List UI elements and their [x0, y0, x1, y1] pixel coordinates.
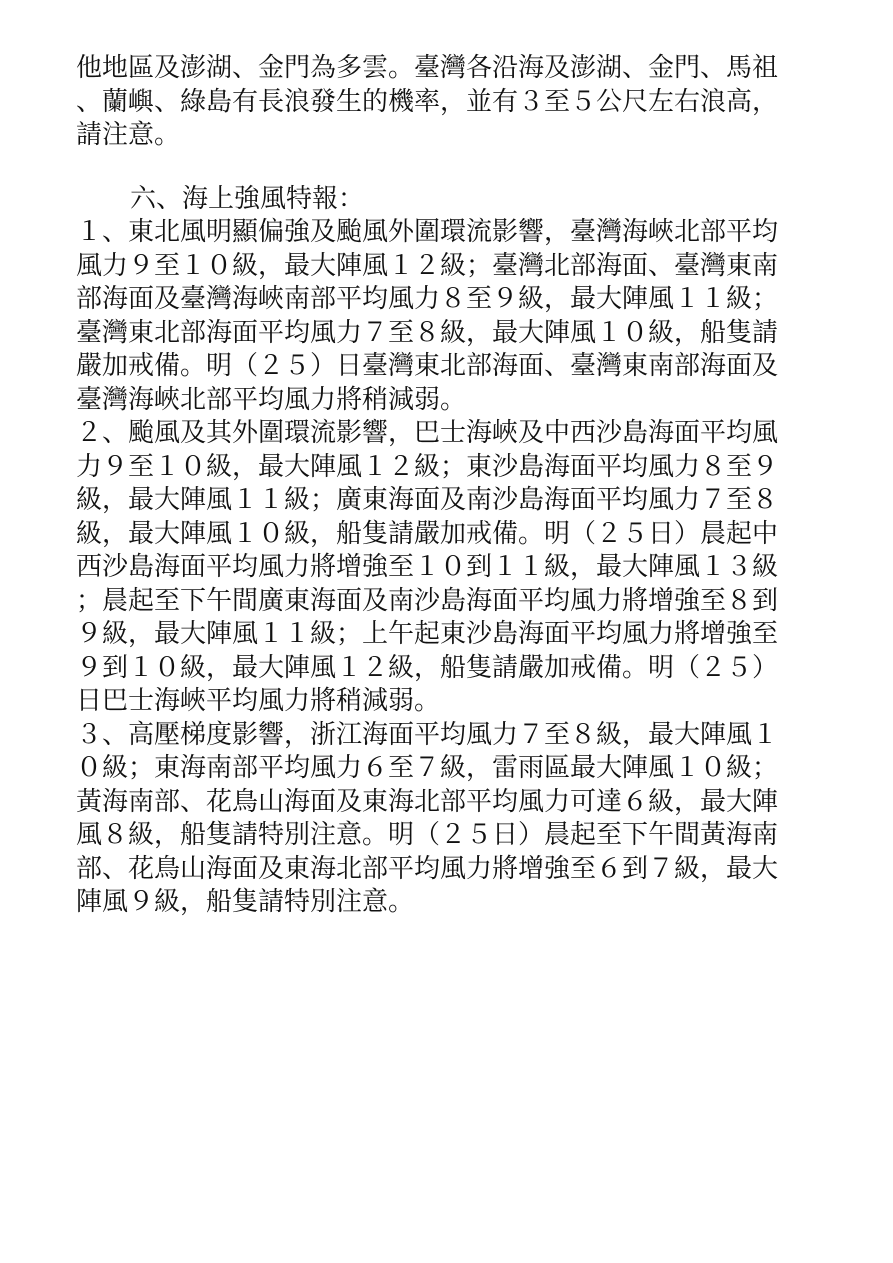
warning-line: 黃海南部、花鳥山海面及東海北部平均風力可達６級，最大陣: [76, 786, 779, 817]
warning-line: 級，最大陣風１１級；廣東海面及南沙島海面平均風力７至８: [76, 485, 779, 515]
warning-line: 力９至１０級，最大陣風１２級；東沙島海面平均風力８至９: [76, 451, 779, 482]
warning-line: 陣風９級，船隻請特別注意。: [76, 887, 415, 917]
warning-line: ９到１０級，最大陣風１２級，船隻請嚴加戒備。明（２５）: [76, 652, 779, 683]
intro-line: 、蘭嶼、綠島有長浪發生的機率，並有３至５公尺左右浪高，: [76, 86, 779, 117]
warning-item-3: [76, 719, 811, 920]
warning-line: １、東北風明顯偏強及颱風外圍環流影響，臺灣海峽北部平均: [76, 217, 779, 247]
warning-item-1: [76, 216, 811, 417]
intro-paragraph: [76, 52, 811, 153]
warning-line: 級，最大陣風１０級，船隻請嚴加戒備。明（２５日）晨起中: [76, 518, 779, 549]
warning-line: 風力９至１０級，最大陣風１２級；臺灣北部海面、臺灣東南: [76, 250, 779, 281]
document-page: [76, 52, 811, 920]
intro-line: 請注意。: [76, 120, 181, 150]
warning-line: 部、花鳥山海面及東海北部平均風力將增強至６到７級，最大: [76, 853, 779, 884]
warning-line: ０級；東海南部平均風力６至７級，雷雨區最大陣風１０級；: [76, 753, 779, 783]
warning-line: ２、颱風及其外圍環流影響，巴士海峽及中西沙島海面平均風: [76, 418, 779, 448]
paragraph-spacer: [76, 153, 811, 183]
warning-line: 風８級，船隻請特別注意。明（２５日）晨起至下午間黃海南: [76, 820, 779, 850]
warning-line: ；晨起至下午間廣東海面及南沙島海面平均風力將增強至８到: [76, 585, 779, 616]
intro-line: 他地區及澎湖、金門為多雲。臺灣各沿海及澎湖、金門、馬祖: [76, 53, 779, 83]
section-title: 六、海上強風特報：: [130, 183, 365, 214]
warning-line: 日巴士海峽平均風力將稍減弱。: [76, 686, 441, 716]
warning-line: 臺灣東北部海面平均風力７至８級，最大陣風１０級，船隻請: [76, 317, 779, 348]
warning-line: 臺灣海峽北部平均風力將稍減弱。: [76, 384, 467, 415]
warning-line: 部海面及臺灣海峽南部平均風力８至９級，最大陣風１１級；: [76, 284, 779, 314]
warning-line: 西沙島海面平均風力將增強至１０到１１級，最大陣風１３級: [76, 552, 779, 582]
warning-line: ３、高壓梯度影響，浙江海面平均風力７至８級，最大陣風１: [76, 719, 779, 750]
warning-line: ９級，最大陣風１１級；上午起東沙島海面平均風力將增強至: [76, 619, 779, 649]
warning-line: 嚴加戒備。明（２５）日臺灣東北部海面、臺灣東南部海面及: [76, 351, 779, 381]
warning-item-2: [76, 417, 811, 719]
